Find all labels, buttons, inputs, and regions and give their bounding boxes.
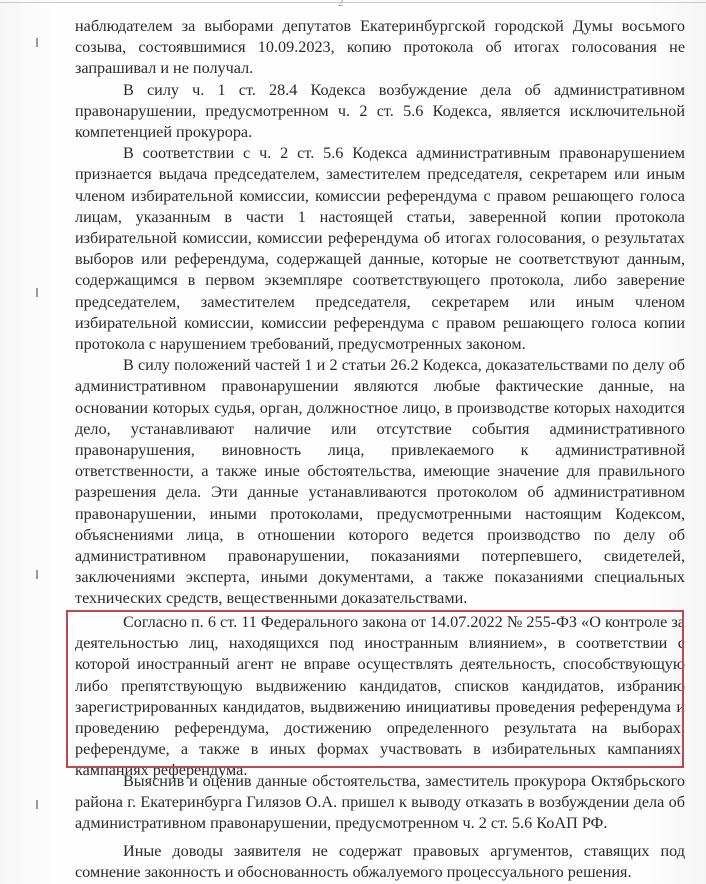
- paragraph-foreign-agent-law: Согласно п. 6 ст. 11 Федерального закона от 14.07.2022 № 255-ФЗ «О контроле за деятельностью лиц, находящихся под иностранным влиянием», в соответствии с которой иностранный агент не вправе осуществлять деятельность, способствующую либо препятствующую выдвижению кандидатов, списков кандидатов, избранию зарегистрированных кандидатов, выдвижению инициативы проведения референдума и проведению референдума, достижению определенного результата на выборах, референдуме, а также в иных формах участвовать в избирательных кампаниях, кампаниях референдума.: [75, 613, 685, 780]
- paragraph-art-5-6: В соответствии с ч. 2 ст. 5.6 Кодекса административным правонарушением признается выдача председателем, заместителем председателя, секретарем или иным членом избирательной комиссии, комиссии референдума с правом решающего голоса лицам, указанным в части 1 настоящей статьи, заверенной копии протокола избирательной комиссии, комиссии референдума об итогах голосования, о результатах выборов или референдума, содержащей данные, которые не соответствуют данным, содержащимся в первом экземпляре соответствующего протокола, либо заверение председателем, заместителем председателя, секретарем или иным членом избирательной комиссии, комиссии референдума с правом решающего голоса копии протокола с нарушением требований, предусмотренных законом.: [75, 144, 685, 354]
- text-block-highlighted: [75, 612, 685, 782]
- paragraph-other-arguments: Иные доводы заявителя не содержат правовых аргументов, ставящих под сомнение законность и обоснованность обжалуемого процессуального решения.: [75, 841, 685, 881]
- margin-mark: [36, 38, 38, 47]
- paragraph-observer: наблюдателем за выборами депутатов Екатеринбургской городской Думы восьмого созыва, состоявшимися 10.09.2023, копию протокола об итогах голосования не запрашивал и не получал.: [75, 17, 685, 78]
- margin-mark: [36, 570, 38, 579]
- paragraph-art-26-2: В силу положений частей 1 и 2 статьи 26.2 Кодекса, доказательствами по делу об административном правонарушении являются любые фактические данные, на основании которых судья, орган, должностное лицо, в производстве которых находится дело, устанавливают наличие или отсутствие события административного правонарушения, виновность лица, привлекаемого к административной ответственности, а также иные обстоятельства, имеющие значение для правильного разрешения дела. Эти данные устанавливаются протоколом об административном правонарушении, иными протоколами, предусмотренными настоящим Кодексом, объяснениями лица, в отношении которого ведется производство по делу об административном правонарушении, показаниями потерпевшего, свидетелей, заключениями эксперта, иными документами, а также показаниями специальных технических средств, вещественными доказательствами.: [75, 356, 685, 608]
- page-number: 2: [338, 0, 344, 9]
- paragraph-art-28-4: В силу ч. 1 ст. 28.4 Кодекса возбуждение дела об административном правонарушении, предусмотренном ч. 2 ст. 5.6 Кодекса, является исключительной компетенцией прокурора.: [75, 80, 685, 142]
- text-block-1: [75, 16, 685, 610]
- text-block-2: [75, 771, 685, 883]
- margin-mark: [36, 288, 38, 297]
- page-top-edge: [0, 2, 706, 3]
- margin-mark: [36, 800, 38, 809]
- paragraph-conclusion: Выяснив и оценив данные обстоятельства, заместитель прокурора Октябрьского района г. Екатеринбурга Гилязов О.А. пришел к выводу отказать в возбуждении дела об административном правонарушении, предусмотренном ч. 2 ст. 5.6 КоАП РФ.: [75, 772, 685, 833]
